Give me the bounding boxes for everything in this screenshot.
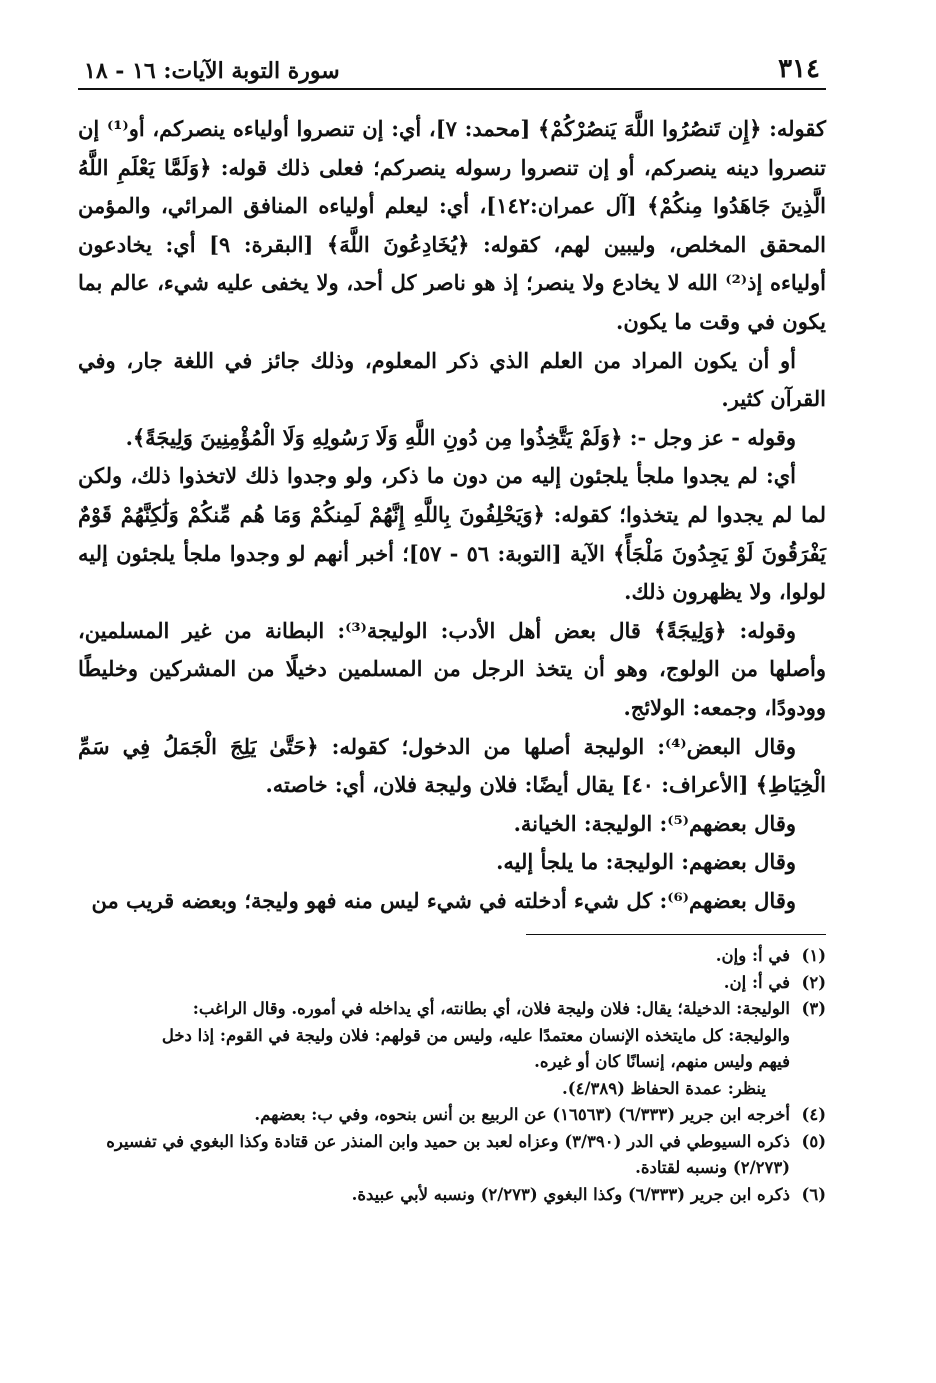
footnote-number: (٣) (801, 999, 826, 1019)
footnotes (78, 943, 826, 1208)
footnote-text: في أ: وإن. (715, 946, 790, 966)
footnote-divider (526, 934, 826, 935)
footnote-number: (٥) (801, 1131, 826, 1151)
footnote-number: (١) (801, 946, 826, 966)
footnote-text: (٢/٢٧٣) ونسبه لقتادة. (635, 1158, 790, 1178)
footnote-text: ينظر: عمدة الحفاظ (٤/٣٨٩). (562, 1078, 766, 1098)
footnote-text: ذكره ابن جرير (٦/٣٣٣) وكذا البغوي (٢/٢٧٣) ونسبه لأبي عبيدة. (351, 1184, 790, 1204)
footnote-text: أخرجه ابن جرير (٦/٣٣٣) (١٦٥٦٣) عن الربيع بن أنس بنحوه، وفي ب: بعضهم. (254, 1105, 790, 1125)
footnote-text: فيهم وليس منهم، إنسانًا كان أو غيره. (534, 1052, 790, 1072)
running-title: سورة التوبة الآيات: ١٦ - ١٨ (84, 58, 340, 84)
paragraph: وقال البعض⁽⁴⁾: الوليجة أصلها من الدخول؛ كقوله: ﴿حَتَّىٰ يَلِجَ الْجَمَلُ فِي سَمِّ الْخِيَاطِ﴾ [الأعراف: ٤٠] يقال أيضًا: فلان وليجة فلان، أي: خاصته. (78, 733, 826, 798)
book-page (78, 48, 826, 1348)
paragraph: أو أن يكون المراد من العلم الذي ذكر المعلوم، وذلك جائز في اللغة جار، وفي القرآن كثير. (78, 347, 826, 412)
paragraph: وقوله - عز وجل -: ﴿وَلَمْ يَتَّخِذُوا مِن دُونِ اللَّهِ وَلَا رَسُولِهِ وَلَا الْمُؤْمِنِينَ وَلِيجَةً﴾. (125, 424, 796, 450)
page-header (78, 48, 826, 90)
footnote-number: (٤) (801, 1105, 826, 1125)
footnote-number: (٢) (801, 972, 826, 992)
paragraph: وقال بعضهم: الوليجة: ما يلجأ إليه. (496, 849, 796, 875)
paragraph: وقوله: ﴿وَلِيجَةً﴾ قال بعض أهل الأدب: الوليجة⁽³⁾: البطانة من غير المسلمين، وأصلها من الولوج، وهو أن يتخذ الرجل من المسلمين دخيلًا من المشركين وخليطًا وودودًا، وجمعه: الولائج. (78, 617, 826, 720)
footnote (78, 1102, 826, 1129)
footnote (78, 1129, 826, 1182)
footnote (78, 970, 826, 997)
footnote-text: الوليجة: الدخيلة؛ يقال: فلان وليجة فلان، أي بطانته، أي يداخله في أموره. وقال الراغب: (192, 999, 790, 1019)
footnote-text: في أ: إن. (723, 972, 790, 992)
footnote (78, 1182, 826, 1209)
footnote-text: والوليجة: كل مايتخذه الإنسان معتمدًا عليه، وليس من قولهم: فلان وليجة في القوم: إذا دخل (161, 1025, 790, 1045)
paragraph: أي: لم يجدوا ملجأ يلجئون إليه من دون ما ذكر، ولو وجدوا ذلك لاتخذوا ذلك، ولكن لما لم يجدوا لم يتخذوا؛ كقوله: ﴿وَيَحْلِفُونَ بِاللَّهِ إِنَّهُمْ لَمِنكُمْ وَمَا هُم مِّنكُمْ وَلَٰكِنَّهُمْ قَوْمٌ يَفْرَقُونَ لَوْ يَجِدُونَ مَلْجَأً﴾ الآية [التوبة: ٥٦ - ٥٧]؛ أخبر أنهم لو وجدوا ملجأ يلجئون إليه لولوا، ولا يظهرون ذلك. (78, 463, 826, 605)
footnote (78, 996, 826, 1102)
footnote-text: ذكره السيوطي في الدر (٣/٣٩٠) وعزاه لعبد بن حميد وابن المنذر عن قتادة وكذا البغوي في تفسيره (106, 1131, 790, 1151)
paragraph: وقال بعضهم⁽⁵⁾: الوليجة: الخيانة. (513, 810, 796, 836)
footnote (78, 943, 826, 970)
page-number: ٣١٤ (778, 54, 820, 84)
paragraph: كقوله: ﴿إِن تَنصُرُوا اللَّهَ يَنصُرْكُمْ﴾ [محمد: ٧]، أي: إن تنصروا أولياءه ينصركم، أو⁽¹⁾ إن تنصروا دينه ينصركم، أو إن تنصروا رسوله ينصركم؛ فعلى ذلك قوله: ﴿وَلَمَّا يَعْلَمِ اللَّهُ الَّذِينَ جَاهَدُوا مِنكُمْ﴾ [آل عمران:١٤٢]، أي: ليعلم أولياءه المنافق المرائي، والمؤمن المحقق المخلص، وليبين لهم، كقوله: ﴿يُخَادِعُونَ اللَّهَ﴾ [البقرة: ٩] أي: يخادعون أولياءه إذ⁽²⁾ الله لا يخادع ولا ينصر؛ إذ هو ناصر كل أحد، ولا يخفى عليه شيء، عالم بما يكون في وقت ما يكون. (78, 116, 827, 334)
footnote-number: (٦) (801, 1184, 826, 1204)
main-text (78, 110, 826, 920)
paragraph: وقال بعضهم⁽⁶⁾: كل شيء أدخلته في شيء ليس منه فهو وليجة؛ وبعضه قريب من (91, 887, 796, 913)
